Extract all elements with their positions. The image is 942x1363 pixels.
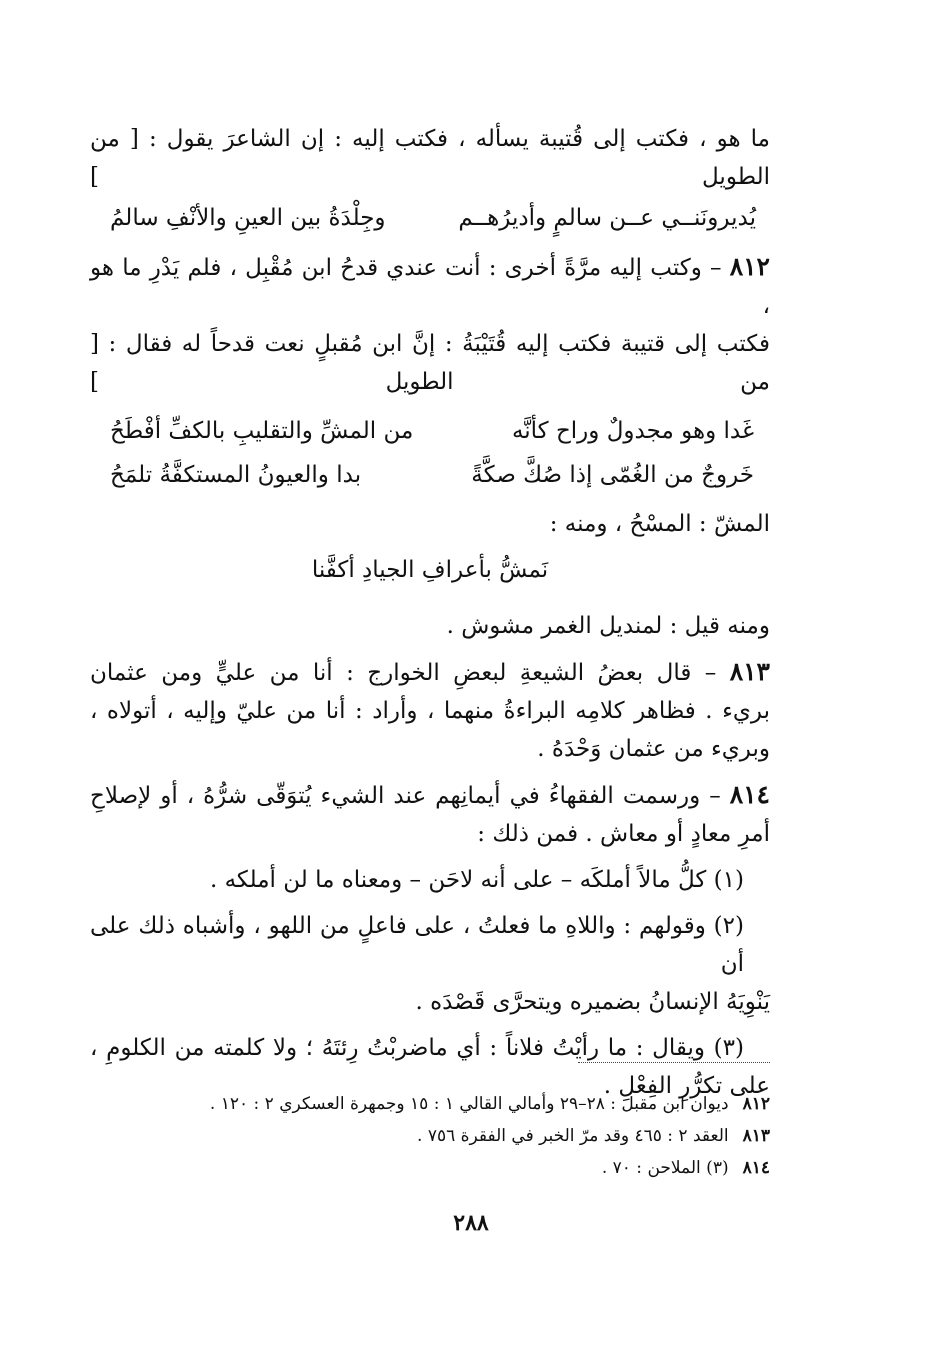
page-number: ٢٨٨ [453,1210,489,1236]
verse-second-hemistich: بدا والعيونُ المستكفَّةُ تلمَحُ [110,462,362,488]
paragraph-text: – ورسمت الفقهاءُ في أيمانِهم عند الشيء يُتوَقّى شرُّهُ ، أو لإصلاحِ [90,783,730,809]
list-item: (١) كلُّ مالاً أملكَه – على أنه لاحَن – ومعناه ما لن أملكه . [209,867,744,893]
paragraph-813-line-1 [90,653,770,692]
footnote-number: ٨١٤ [742,1158,770,1178]
paragraph-text: – وكتب إليه مرَّةً أخرى : أنت عندي قدحُ ابن مُقْبِل ، فلم يَدْرِ ما هو ، [90,255,770,319]
verse-first-hemistich: غَدا وهو مجدولٌ وراح كأنَّه [511,418,754,444]
footnote [90,1120,770,1152]
verse-first-hemistich: خَروجٌ من الغُمّى إذا صُكَّ صكَّةً [471,462,754,488]
verse-line [90,409,770,453]
verse-line [90,196,770,240]
footnote-text: (٣) الملاحن : ٧٠ . [601,1158,729,1178]
list-item: (٣) ويقال : ما رأيْتُ فلاناً : أي ماضربْتُ رِئتَهُ ؛ ولا كلمته من الكلومِ ، [90,1035,744,1061]
footnote [90,1088,770,1120]
text-line: ومنه قيل : لمنديل الغمر مشوش . [446,613,770,639]
paragraph-814-line-1 [90,776,770,815]
text-line: ما هو ، فكتب إلى قُتيبة يسأله ، فكتب إليه : إن الشاعرَ يقول : [ من الطويل ] [90,126,770,190]
text-line: المشّ : المسْحُ ، ومنه : [549,511,770,537]
text-line: بريء . فظاهر كلامِه البراءةُ منهما ، وأراد : أنا من عليّ وإليه ، أتولاه ، [90,698,770,724]
verse-first-hemistich: يُديرونَنــي عــن سالمٍ وأديرُهــم [458,205,756,231]
text-line: أمرِ معادٍ أو معاش . فمن ذلك : [477,821,770,847]
text-line: يَنْوِيَهُ الإنسانُ بضميره ويتحرَّى قَصْدَه . [415,989,770,1015]
text-line: فكتب إلى قتيبة فكتب إليه قُتَيْبَةُ : إنَّ ابن مُقبلٍ نعت قدحاً له فقال : [ من الطويل ] [90,331,770,395]
footnote [90,1152,770,1184]
paragraph-number: ٨١٢ [729,252,770,281]
text-line: على تكرُّرِ الفِعْلِ . [603,1073,770,1099]
footnote-number: ٨١٢ [742,1094,770,1114]
paragraph-812-line-1 [90,248,770,325]
footnote-separator [578,1062,770,1063]
footnote-text: ديوان ابن مقبل : ٢٨–٢٩ وأمالي القالي ١ : ١٥ وجمهرة العسكري ٢ : ١٢٠ . [209,1094,729,1114]
paragraph-text: – قال بعضُ الشيعةِ لبعضِ الخوارج : أنا من عليٍّ ومن عثمان [90,660,730,686]
verse-second-hemistich: من المشِّ والتقليبِ بالكفِّ أفْطَحُ [110,418,414,444]
footnote-text: العقد ٢ : ٤٦٥ وقد مرّ الخبر في الفقرة ٧٥٦ . [417,1126,729,1146]
paragraph-number: ٨١٤ [729,780,770,809]
footnote-number: ٨١٣ [742,1126,770,1146]
verse-centered: نَمشُّ بأعرافِ الجيادِ أكفَّنا [311,557,549,583]
verse-line [90,453,770,497]
text-line: وبريء من عثمان وَحْدَهُ . [537,736,770,762]
list-item: (٢) وقولهم : واللاهِ ما فعلتُ ، على فاعلٍ من اللهو ، وأشباه ذلك على أن [90,913,744,977]
verse-second-hemistich: وجِلْدَةُ بين العينِ والأنْفِ سالمُ [110,205,386,231]
footnotes [90,1088,770,1184]
paragraph-number: ٨١٣ [729,657,770,686]
main-text [90,120,770,1105]
